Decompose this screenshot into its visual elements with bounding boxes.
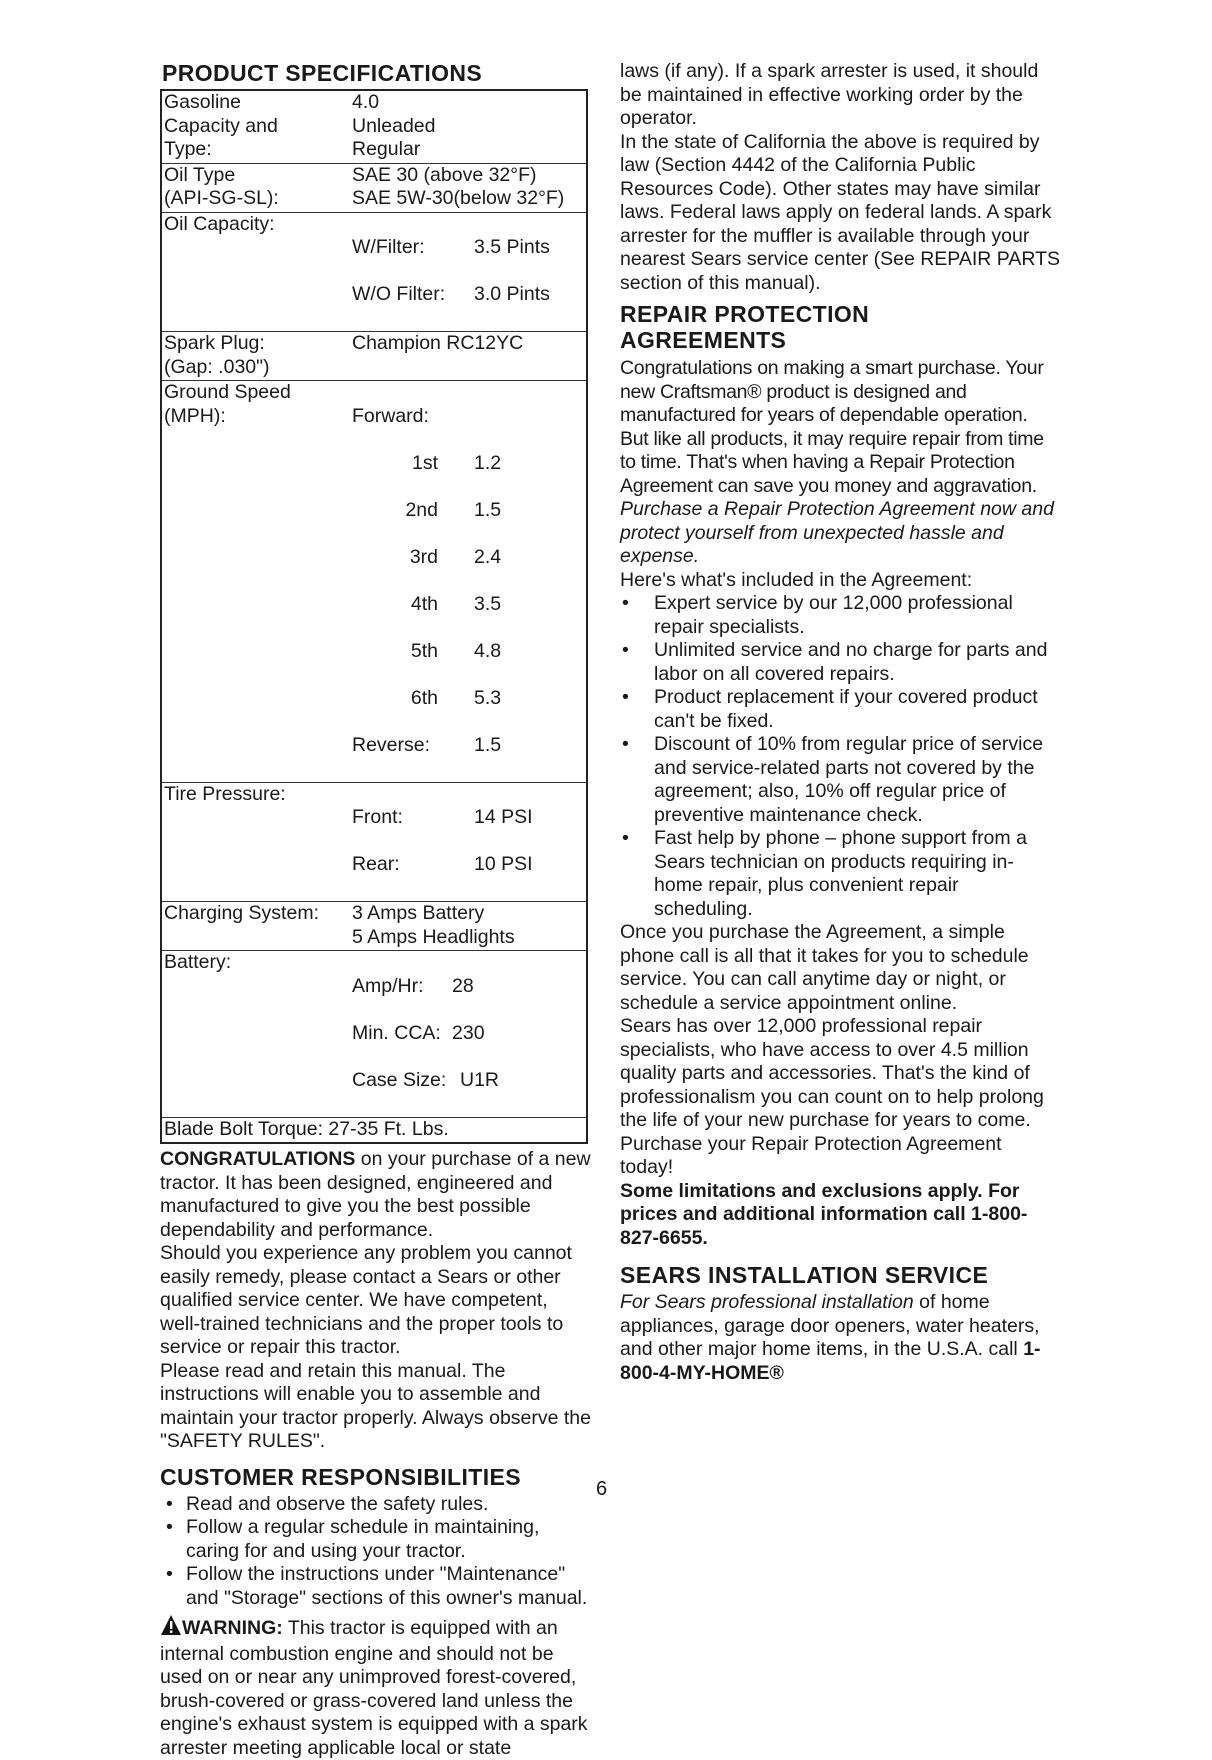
spec-key: W/O Filter:	[352, 283, 446, 305]
reverse-value: 1.5	[474, 733, 502, 756]
spec-forward-label: Forward:	[352, 404, 429, 427]
spec-key: Amp/Hr:	[352, 974, 424, 997]
list-item-text: Fast help by phone – phone support from a Sears technician on products requiring in-home repair, plus convenient repair scheduling.	[654, 827, 1027, 920]
gear-value: 1.5	[474, 498, 502, 521]
gear-value: 3.5	[474, 592, 502, 615]
bullet-icon: •	[622, 733, 629, 755]
installation-italic-lead: For Sears professional installation	[620, 1291, 914, 1313]
warning-triangle-icon	[160, 1614, 182, 1643]
warning-continued: laws (if any). If a spark arrester is used, it should be maintained in effective working order by the operator.	[620, 60, 1039, 129]
limitations-note: Some limitations and exclusions apply. For prices and additional information call 1-800-827-6655.	[620, 1179, 1028, 1249]
specifications-heading: PRODUCT SPECIFICATIONS	[162, 60, 483, 86]
spec-row-blade-bolt-torque	[161, 1117, 587, 1143]
congratulations-text: on your purchase of a new tractor. It has been designed, engineered and manufactured to give you the best possible dependability and performance.	[160, 1148, 591, 1241]
spec-value: 3 Amps Battery 5 Amps Headlights	[352, 902, 515, 948]
gear-label: 3rd	[409, 545, 438, 568]
list-item	[620, 827, 1060, 921]
spec-value: 27-35 Ft. Lbs.	[328, 1117, 449, 1140]
spec-val: 3.5 Pints	[474, 236, 550, 258]
spec-row-battery	[161, 951, 587, 1118]
spec-val: 3.0 Pints	[474, 283, 550, 305]
spec-value	[350, 951, 587, 1118]
congratulations-paragraph	[160, 1148, 592, 1242]
bullet-icon: •	[166, 1516, 173, 1538]
problem-paragraph: Should you experience any problem you cannot easily remedy, please contact a Sears or other qualified service center. We have competent, well-trained technicians and the proper tools to service or repair this tractor.	[160, 1242, 572, 1358]
gear-label: 4th	[410, 592, 438, 615]
spec-row-gasoline	[161, 90, 587, 163]
repair-intro-paragraph: Congratulations on making a smart purchase. Your new Craftsman® product is designed and manufactured for years of dependable operation. But like all products, it may require repair from time to time. That's when having a Repair Protection Agreement can save you money and aggravation.	[620, 357, 1044, 497]
gear-label: 2nd	[405, 498, 438, 521]
right-column	[620, 60, 1060, 1385]
spec-label: Ground Speed (MPH):	[164, 381, 291, 427]
once-purchase-paragraph: Once you purchase the Agreement, a simple phone call is all that it takes for you to schedule service. You can call anytime day or night, or schedule a service appointment online.	[620, 921, 1029, 1014]
spec-row-tire-pressure	[161, 782, 587, 902]
spec-key: Front:	[352, 806, 403, 828]
gear-value: 5.3	[474, 686, 502, 709]
congratulations-lead: CONGRATULATIONS	[160, 1148, 356, 1170]
spec-label: Spark Plug: (Gap: .030")	[164, 332, 270, 378]
spec-label: Battery:	[164, 951, 232, 973]
list-item-text: Product replacement if your covered product can't be fixed.	[654, 686, 1038, 732]
spec-key: Min. CCA:	[352, 1021, 441, 1044]
list-item	[620, 592, 1060, 639]
california-paragraph: In the state of California the above is required by law (Section 4442 of the California Public Resources Code). Other states may have similar laws. Federal laws apply on federal lands. A spark arrester for the muffler is available through your nearest Sears service center (See REPAIR PARTS section of this manual).	[620, 130, 1061, 294]
spec-key: Case Size:	[352, 1068, 447, 1091]
spec-row-oil-type	[161, 163, 587, 212]
spec-val: 14 PSI	[474, 806, 533, 828]
list-item	[160, 1516, 592, 1563]
gear-value: 4.8	[474, 639, 502, 662]
sears-specialists-paragraph: Sears has over 12,000 professional repair specialists, who have access to over 4.5 million quality parts and accessories. That's the kind of professionalism you can count on to help prolong the life of your new purchase for years to come. Purchase your Repair Protection Agreement today!	[620, 1015, 1044, 1178]
spec-label: Oil Type (API-SG-SL):	[164, 163, 279, 209]
gear-value: 1.2	[474, 451, 502, 474]
gear-value: 2.4	[474, 545, 502, 568]
spec-value	[350, 782, 587, 902]
spec-val: U1R	[460, 1068, 500, 1091]
spec-row-spark-plug	[161, 332, 587, 381]
spec-label: Tire Pressure:	[164, 782, 286, 805]
list-item	[620, 686, 1060, 733]
warning-paragraph	[160, 1614, 592, 1760]
spec-val: 28	[452, 974, 474, 997]
bullet-icon: •	[622, 686, 629, 708]
retain-manual-paragraph: Please read and retain this manual. The instructions will enable you to assemble and maintain your tractor properly. Always observe the "SAFETY RULES".	[160, 1359, 591, 1452]
bullet-icon: •	[166, 1492, 173, 1515]
gear-label: 1st	[411, 451, 438, 474]
installation-heading: SEARS INSTALLATION SERVICE	[620, 1262, 989, 1288]
agreement-list	[620, 592, 1060, 921]
left-column	[160, 60, 592, 1760]
spec-row-oil-capacity	[161, 212, 587, 332]
bullet-icon: •	[622, 827, 629, 849]
repair-italic-paragraph: Purchase a Repair Protection Agreement now and protect yourself from unexpected hassle and expense.	[620, 498, 1054, 567]
list-item-text: Follow a regular schedule in maintaining, caring for and using your tractor.	[186, 1516, 540, 1562]
spec-value	[350, 212, 587, 332]
repair-protection-heading: REPAIR PROTECTION AGREEMENTS	[620, 301, 870, 353]
spec-val: 10 PSI	[474, 853, 533, 875]
list-item-text: Unlimited service and no charge for parts and labor on all covered repairs.	[654, 639, 1048, 685]
spec-row-ground-speed	[161, 381, 587, 783]
spec-val: 230	[452, 1021, 485, 1044]
responsibilities-list	[160, 1493, 592, 1611]
spec-value: 4.0 Unleaded Regular	[352, 91, 436, 160]
list-item-text: Expert service by our 12,000 professional repair specialists.	[654, 592, 1013, 638]
bullet-icon: •	[622, 592, 629, 614]
specifications-table	[160, 89, 588, 1144]
spec-label: Oil Capacity:	[164, 212, 275, 235]
list-item	[620, 733, 1060, 827]
spec-key: Rear:	[352, 853, 400, 875]
included-lead: Here's what's included in the Agreement:	[620, 568, 973, 591]
list-item	[160, 1493, 592, 1517]
gear-label: 5th	[410, 639, 438, 662]
spec-full-row	[161, 1117, 587, 1143]
installation-phone: 1-800-4-MY-HOME®	[620, 1338, 1041, 1384]
list-item	[160, 1563, 592, 1610]
spec-row-charging-system	[161, 902, 587, 951]
installation-paragraph	[620, 1291, 1060, 1385]
reverse-label: Reverse:	[352, 733, 431, 756]
bullet-icon: •	[622, 639, 629, 661]
spec-label: Blade Bolt Torque:	[164, 1117, 323, 1140]
list-item-text: Follow the instructions under "Maintenance" and "Storage" sections of this owner's manual.	[186, 1563, 588, 1609]
spec-value: SAE 30 (above 32°F) SAE 5W-30(below 32°F)	[352, 163, 565, 209]
installation-text: of home appliances, garage door openers, water heaters, and other major home items, in the U.S.A. call	[620, 1291, 1040, 1360]
spec-label: Gasoline Capacity and Type:	[164, 91, 278, 160]
list-item-text: Read and observe the safety rules.	[186, 1492, 489, 1515]
page-number: 6	[596, 1478, 608, 1500]
list-item-text: Discount of 10% from regular price of service and service-related parts not covered by the agreement; also, 10% off regular price of preventive maintenance check.	[654, 733, 1044, 826]
spec-value	[350, 381, 587, 783]
warning-text: This tractor is equipped with an internal combustion engine and should not be used on or near any unimproved forest-covered, brush-covered or grass-covered land unless the engine's exhaust system is equipped with a spark arrester meeting applicable local or state	[160, 1617, 588, 1759]
bullet-icon: •	[166, 1563, 173, 1585]
customer-responsibilities-heading: CUSTOMER RESPONSIBILITIES	[160, 1463, 522, 1490]
warning-label: WARNING:	[182, 1617, 283, 1639]
spec-key: W/Filter:	[352, 236, 425, 258]
list-item	[620, 639, 1060, 686]
spec-value: Champion RC12YC	[352, 332, 524, 354]
spec-label: Charging System:	[164, 902, 319, 924]
gear-label: 6th	[410, 686, 438, 709]
